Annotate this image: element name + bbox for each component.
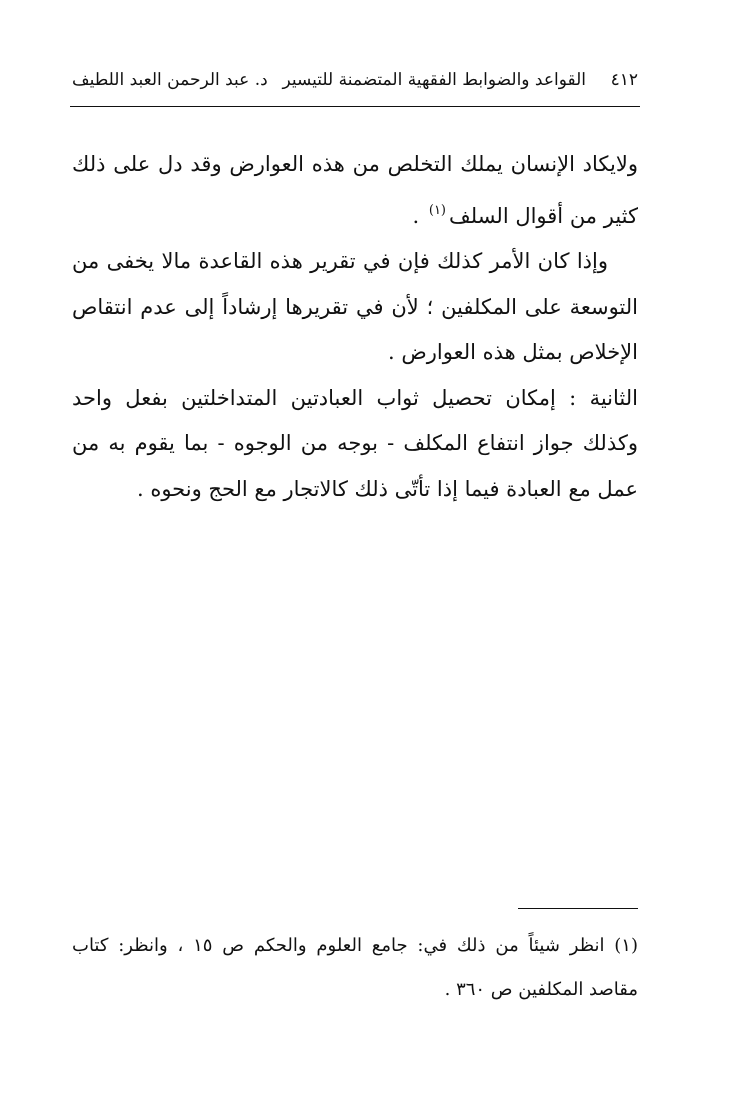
running-header bbox=[72, 62, 638, 98]
book-title: القواعد والضوابط الفقهية المتضمنة للتيسير bbox=[282, 70, 586, 90]
paragraph-1-end: . bbox=[412, 203, 420, 228]
footnote-divider bbox=[518, 908, 638, 909]
paragraph-1 bbox=[72, 142, 638, 239]
main-text bbox=[72, 142, 638, 512]
footnote-reference: (١) bbox=[428, 202, 446, 218]
paragraph-1-text: ولايكاد الإنسان يملك التخلص من هذه العوارض وقد دل على ذلك كثير من أقوال السلف bbox=[72, 152, 638, 228]
paragraph-2: وإذا كان الأمر كذلك فإن في تقرير هذه القاعدة مالا يخفى من التوسعة على المكلفين ؛ لأن في تقريرها إرشاداً إلى عدم انتقاص الإخلاص بمثل هذه العوارض . bbox=[72, 249, 638, 364]
footnote bbox=[72, 924, 638, 1012]
footnote-1: (١) انظر شيئاً من ذلك في: جامع العلوم والحكم ص ١٥ ، وانظر: كتاب مقاصد المكلفين ص ٣٦٠ . bbox=[72, 935, 638, 1000]
paragraph-3: الثانية : إمكان تحصيل ثواب العبادتين المتداخلتين بفعل واحد وكذلك جواز انتفاع المكلف - بوجه من الوجوه - بما يقوم به من عمل مع العبادة فيما إذا تأتّى ذلك كالاتجار مع الحج ونحوه . bbox=[72, 385, 638, 501]
author-name: د. عبد الرحمن العبد اللطيف bbox=[72, 70, 268, 90]
page-number: ٤١٢ bbox=[610, 70, 638, 90]
header-divider bbox=[70, 106, 640, 107]
